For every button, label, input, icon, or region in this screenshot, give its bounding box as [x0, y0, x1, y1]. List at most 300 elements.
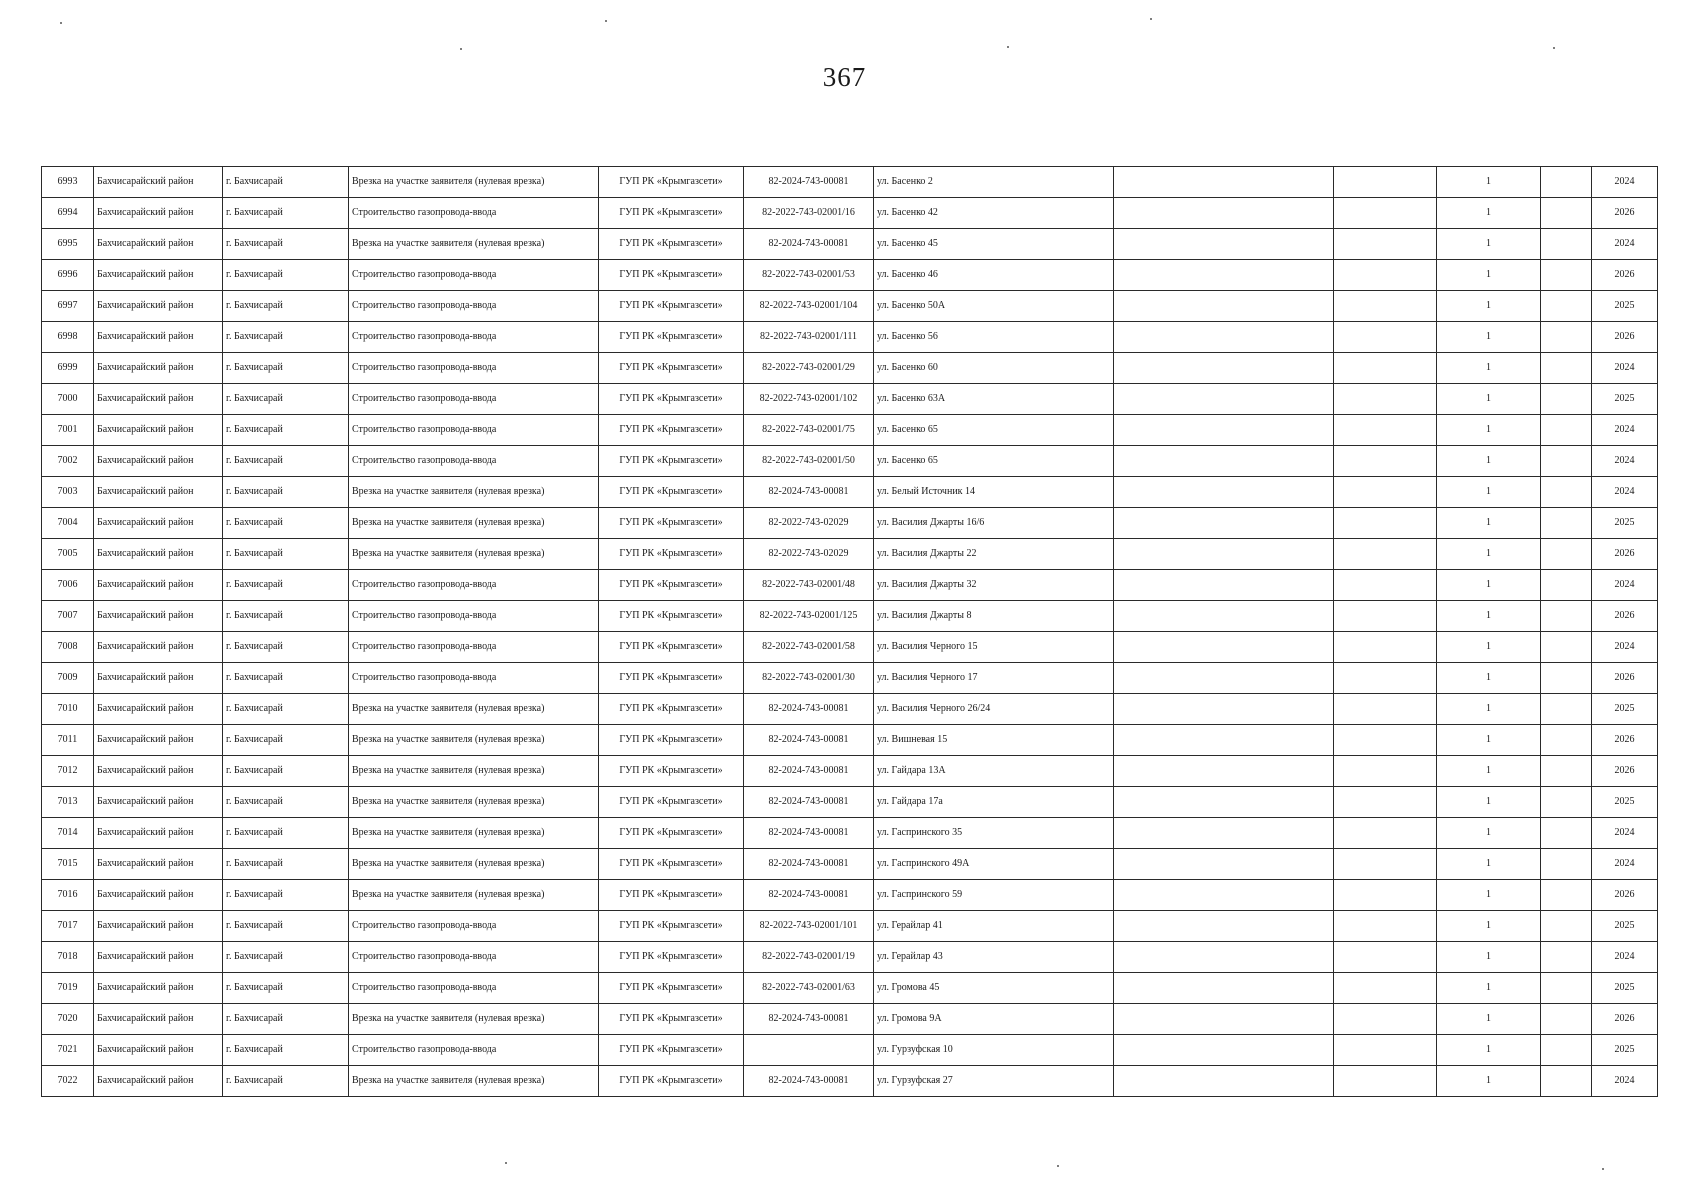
district-cell: Бахчисарайский район: [94, 632, 223, 663]
document-code-cell: 82-2024-743-00081: [744, 756, 874, 787]
year-cell: 2024: [1592, 942, 1658, 973]
organization-cell: ГУП РК «Крымгазсети»: [599, 880, 744, 911]
work-type-cell: Строительство газопровода-ввода: [349, 663, 599, 694]
quantity-cell: 1: [1437, 415, 1541, 446]
city-cell: г. Бахчисарай: [223, 260, 349, 291]
empty-cell: [1334, 322, 1437, 353]
district-cell: Бахчисарайский район: [94, 1004, 223, 1035]
year-cell: 2024: [1592, 818, 1658, 849]
row-number-cell: 7016: [42, 880, 94, 911]
empty-cell: [1334, 1035, 1437, 1066]
empty-cell: [1114, 632, 1334, 663]
row-number-cell: 6999: [42, 353, 94, 384]
city-cell: г. Бахчисарай: [223, 756, 349, 787]
year-cell: 2026: [1592, 1004, 1658, 1035]
city-cell: г. Бахчисарай: [223, 198, 349, 229]
work-type-cell: Строительство газопровода-ввода: [349, 198, 599, 229]
work-type-cell: Врезка на участке заявителя (нулевая врезка): [349, 1004, 599, 1035]
address-cell: ул. Гаспринского 49А: [874, 849, 1114, 880]
organization-cell: ГУП РК «Крымгазсети»: [599, 570, 744, 601]
district-cell: Бахчисарайский район: [94, 663, 223, 694]
organization-cell: ГУП РК «Крымгазсети»: [599, 632, 744, 663]
empty-cell: [1541, 322, 1592, 353]
organization-cell: ГУП РК «Крымгазсети»: [599, 508, 744, 539]
scan-speck: [1553, 47, 1555, 49]
year-cell: 2024: [1592, 415, 1658, 446]
year-cell: 2024: [1592, 632, 1658, 663]
year-cell: 2026: [1592, 260, 1658, 291]
city-cell: г. Бахчисарай: [223, 415, 349, 446]
empty-cell: [1541, 353, 1592, 384]
row-number-cell: 7017: [42, 911, 94, 942]
empty-cell: [1334, 229, 1437, 260]
quantity-cell: 1: [1437, 1035, 1541, 1066]
empty-cell: [1114, 384, 1334, 415]
table-row: [42, 229, 1658, 260]
empty-cell: [1334, 260, 1437, 291]
empty-cell: [1114, 911, 1334, 942]
quantity-cell: 1: [1437, 291, 1541, 322]
work-type-cell: Врезка на участке заявителя (нулевая врезка): [349, 880, 599, 911]
year-cell: 2026: [1592, 756, 1658, 787]
row-number-cell: 7007: [42, 601, 94, 632]
empty-cell: [1334, 725, 1437, 756]
page-number: 367: [822, 62, 867, 92]
address-cell: ул. Василия Джарты 32: [874, 570, 1114, 601]
empty-cell: [1334, 973, 1437, 1004]
district-cell: Бахчисарайский район: [94, 353, 223, 384]
organization-cell: ГУП РК «Крымгазсети»: [599, 353, 744, 384]
document-code-cell: 82-2022-743-02001/48: [744, 570, 874, 601]
empty-cell: [1114, 539, 1334, 570]
city-cell: г. Бахчисарай: [223, 446, 349, 477]
empty-cell: [1114, 787, 1334, 818]
city-cell: г. Бахчисарай: [223, 322, 349, 353]
document-code-cell: 82-2022-743-02001/102: [744, 384, 874, 415]
empty-cell: [1114, 322, 1334, 353]
row-number-cell: 7021: [42, 1035, 94, 1066]
quantity-cell: 1: [1437, 849, 1541, 880]
row-number-cell: 7018: [42, 942, 94, 973]
empty-cell: [1541, 229, 1592, 260]
district-cell: Бахчисарайский район: [94, 446, 223, 477]
empty-cell: [1114, 229, 1334, 260]
quantity-cell: 1: [1437, 663, 1541, 694]
row-number-cell: 7015: [42, 849, 94, 880]
empty-cell: [1334, 663, 1437, 694]
table-row: [42, 322, 1658, 353]
city-cell: г. Бахчисарай: [223, 880, 349, 911]
table-row: [42, 291, 1658, 322]
gasification-table: [41, 166, 1658, 1097]
table-row: [42, 725, 1658, 756]
work-type-cell: Врезка на участке заявителя (нулевая врезка): [349, 167, 599, 198]
quantity-cell: 1: [1437, 1066, 1541, 1097]
district-cell: Бахчисарайский район: [94, 601, 223, 632]
organization-cell: ГУП РК «Крымгазсети»: [599, 663, 744, 694]
organization-cell: ГУП РК «Крымгазсети»: [599, 415, 744, 446]
city-cell: г. Бахчисарай: [223, 942, 349, 973]
work-type-cell: Строительство газопровода-ввода: [349, 942, 599, 973]
empty-cell: [1334, 601, 1437, 632]
city-cell: г. Бахчисарай: [223, 1004, 349, 1035]
city-cell: г. Бахчисарай: [223, 353, 349, 384]
table-row: [42, 694, 1658, 725]
row-number-cell: 7012: [42, 756, 94, 787]
scan-speck: [1602, 1168, 1604, 1170]
work-type-cell: Строительство газопровода-ввода: [349, 415, 599, 446]
document-code-cell: 82-2024-743-00081: [744, 725, 874, 756]
address-cell: ул. Вишневая 15: [874, 725, 1114, 756]
empty-cell: [1334, 446, 1437, 477]
empty-cell: [1334, 570, 1437, 601]
document-code-cell: 82-2022-743-02001/111: [744, 322, 874, 353]
address-cell: ул. Басенко 63А: [874, 384, 1114, 415]
organization-cell: ГУП РК «Крымгазсети»: [599, 601, 744, 632]
year-cell: 2026: [1592, 880, 1658, 911]
empty-cell: [1541, 911, 1592, 942]
empty-cell: [1114, 663, 1334, 694]
empty-cell: [1114, 167, 1334, 198]
city-cell: г. Бахчисарай: [223, 632, 349, 663]
scan-speck: [60, 22, 62, 24]
document-code-cell: 82-2022-743-02001/29: [744, 353, 874, 384]
empty-cell: [1541, 415, 1592, 446]
organization-cell: ГУП РК «Крымгазсети»: [599, 942, 744, 973]
district-cell: Бахчисарайский район: [94, 570, 223, 601]
quantity-cell: 1: [1437, 911, 1541, 942]
document-code-cell: 82-2022-743-02001/50: [744, 446, 874, 477]
table-row: [42, 849, 1658, 880]
year-cell: 2025: [1592, 787, 1658, 818]
empty-cell: [1541, 632, 1592, 663]
row-number-cell: 7005: [42, 539, 94, 570]
organization-cell: ГУП РК «Крымгазсети»: [599, 1035, 744, 1066]
city-cell: г. Бахчисарай: [223, 229, 349, 260]
district-cell: Бахчисарайский район: [94, 384, 223, 415]
table-row: [42, 353, 1658, 384]
work-type-cell: Строительство газопровода-ввода: [349, 911, 599, 942]
document-code-cell: 82-2024-743-00081: [744, 694, 874, 725]
organization-cell: ГУП РК «Крымгазсети»: [599, 229, 744, 260]
quantity-cell: 1: [1437, 353, 1541, 384]
empty-cell: [1541, 942, 1592, 973]
district-cell: Бахчисарайский район: [94, 322, 223, 353]
organization-cell: ГУП РК «Крымгазсети»: [599, 384, 744, 415]
row-number-cell: 6997: [42, 291, 94, 322]
city-cell: г. Бахчисарай: [223, 663, 349, 694]
work-type-cell: Врезка на участке заявителя (нулевая врезка): [349, 756, 599, 787]
document-code-cell: 82-2024-743-00081: [744, 477, 874, 508]
district-cell: Бахчисарайский район: [94, 694, 223, 725]
document-code-cell: 82-2022-743-02029: [744, 539, 874, 570]
table-row: [42, 260, 1658, 291]
organization-cell: ГУП РК «Крымгазсети»: [599, 818, 744, 849]
work-type-cell: Строительство газопровода-ввода: [349, 973, 599, 1004]
address-cell: ул. Василия Джарты 16/6: [874, 508, 1114, 539]
table-row: [42, 167, 1658, 198]
empty-cell: [1114, 849, 1334, 880]
district-cell: Бахчисарайский район: [94, 260, 223, 291]
organization-cell: ГУП РК «Крымгазсети»: [599, 787, 744, 818]
empty-cell: [1334, 942, 1437, 973]
organization-cell: ГУП РК «Крымгазсети»: [599, 477, 744, 508]
empty-cell: [1334, 880, 1437, 911]
work-type-cell: Строительство газопровода-ввода: [349, 570, 599, 601]
quantity-cell: 1: [1437, 477, 1541, 508]
document-code-cell: 82-2022-743-02001/53: [744, 260, 874, 291]
year-cell: 2025: [1592, 694, 1658, 725]
city-cell: г. Бахчисарай: [223, 508, 349, 539]
empty-cell: [1114, 1035, 1334, 1066]
address-cell: ул. Василия Джарты 22: [874, 539, 1114, 570]
year-cell: 2025: [1592, 1035, 1658, 1066]
year-cell: 2025: [1592, 911, 1658, 942]
address-cell: ул. Гайдара 17а: [874, 787, 1114, 818]
year-cell: 2025: [1592, 384, 1658, 415]
address-cell: ул. Белый Источник 14: [874, 477, 1114, 508]
table-row: [42, 539, 1658, 570]
empty-cell: [1334, 198, 1437, 229]
empty-cell: [1114, 725, 1334, 756]
district-cell: Бахчисарайский район: [94, 973, 223, 1004]
organization-cell: ГУП РК «Крымгазсети»: [599, 725, 744, 756]
city-cell: г. Бахчисарай: [223, 1066, 349, 1097]
district-cell: Бахчисарайский район: [94, 539, 223, 570]
district-cell: Бахчисарайский район: [94, 942, 223, 973]
district-cell: Бахчисарайский район: [94, 756, 223, 787]
table-row: [42, 415, 1658, 446]
document-code-cell: 82-2022-743-02001/101: [744, 911, 874, 942]
year-cell: 2024: [1592, 477, 1658, 508]
address-cell: ул. Гайдара 13А: [874, 756, 1114, 787]
organization-cell: ГУП РК «Крымгазсети»: [599, 539, 744, 570]
quantity-cell: 1: [1437, 539, 1541, 570]
year-cell: 2024: [1592, 849, 1658, 880]
row-number-cell: 7020: [42, 1004, 94, 1035]
empty-cell: [1541, 663, 1592, 694]
empty-cell: [1114, 1066, 1334, 1097]
address-cell: ул. Басенко 42: [874, 198, 1114, 229]
document-code-cell: 82-2024-743-00081: [744, 818, 874, 849]
empty-cell: [1114, 601, 1334, 632]
city-cell: г. Бахчисарай: [223, 384, 349, 415]
organization-cell: ГУП РК «Крымгазсети»: [599, 1004, 744, 1035]
empty-cell: [1541, 508, 1592, 539]
document-code-cell: 82-2024-743-00081: [744, 1066, 874, 1097]
quantity-cell: 1: [1437, 787, 1541, 818]
organization-cell: ГУП РК «Крымгазсети»: [599, 198, 744, 229]
empty-cell: [1114, 570, 1334, 601]
empty-cell: [1334, 291, 1437, 322]
quantity-cell: 1: [1437, 570, 1541, 601]
empty-cell: [1114, 694, 1334, 725]
quantity-cell: 1: [1437, 601, 1541, 632]
year-cell: 2025: [1592, 291, 1658, 322]
quantity-cell: 1: [1437, 167, 1541, 198]
district-cell: Бахчисарайский район: [94, 477, 223, 508]
district-cell: Бахчисарайский район: [94, 508, 223, 539]
quantity-cell: 1: [1437, 1004, 1541, 1035]
table-row: [42, 570, 1658, 601]
address-cell: ул. Басенко 65: [874, 446, 1114, 477]
table-row: [42, 880, 1658, 911]
address-cell: ул. Гаспринского 59: [874, 880, 1114, 911]
work-type-cell: Врезка на участке заявителя (нулевая врезка): [349, 477, 599, 508]
work-type-cell: Врезка на участке заявителя (нулевая врезка): [349, 787, 599, 818]
scan-speck: [1150, 18, 1152, 20]
organization-cell: ГУП РК «Крымгазсети»: [599, 446, 744, 477]
organization-cell: ГУП РК «Крымгазсети»: [599, 167, 744, 198]
empty-cell: [1334, 911, 1437, 942]
work-type-cell: Строительство газопровода-ввода: [349, 601, 599, 632]
document-code-cell: 82-2022-743-02001/125: [744, 601, 874, 632]
empty-cell: [1334, 353, 1437, 384]
quantity-cell: 1: [1437, 446, 1541, 477]
empty-cell: [1114, 260, 1334, 291]
document-code-cell: 82-2022-743-02001/63: [744, 973, 874, 1004]
quantity-cell: 1: [1437, 229, 1541, 260]
table-row: [42, 477, 1658, 508]
empty-cell: [1114, 818, 1334, 849]
city-cell: г. Бахчисарай: [223, 849, 349, 880]
table-row: [42, 508, 1658, 539]
empty-cell: [1541, 818, 1592, 849]
district-cell: Бахчисарайский район: [94, 787, 223, 818]
work-type-cell: Строительство газопровода-ввода: [349, 260, 599, 291]
district-cell: Бахчисарайский район: [94, 1035, 223, 1066]
quantity-cell: 1: [1437, 942, 1541, 973]
row-number-cell: 6993: [42, 167, 94, 198]
empty-cell: [1541, 384, 1592, 415]
empty-cell: [1114, 756, 1334, 787]
address-cell: ул. Басенко 56: [874, 322, 1114, 353]
work-type-cell: Врезка на участке заявителя (нулевая врезка): [349, 818, 599, 849]
empty-cell: [1334, 694, 1437, 725]
empty-cell: [1114, 942, 1334, 973]
year-cell: 2025: [1592, 508, 1658, 539]
year-cell: 2024: [1592, 167, 1658, 198]
quantity-cell: 1: [1437, 322, 1541, 353]
district-cell: Бахчисарайский район: [94, 725, 223, 756]
row-number-cell: 7002: [42, 446, 94, 477]
quantity-cell: 1: [1437, 756, 1541, 787]
city-cell: г. Бахчисарай: [223, 973, 349, 1004]
empty-cell: [1541, 198, 1592, 229]
city-cell: г. Бахчисарай: [223, 167, 349, 198]
table-row: [42, 446, 1658, 477]
row-number-cell: 7001: [42, 415, 94, 446]
empty-cell: [1334, 384, 1437, 415]
work-type-cell: Строительство газопровода-ввода: [349, 322, 599, 353]
row-number-cell: 7004: [42, 508, 94, 539]
year-cell: 2026: [1592, 539, 1658, 570]
district-cell: Бахчисарайский район: [94, 291, 223, 322]
document-code-cell: 82-2024-743-00081: [744, 167, 874, 198]
city-cell: г. Бахчисарай: [223, 539, 349, 570]
address-cell: ул. Громова 9А: [874, 1004, 1114, 1035]
quantity-cell: 1: [1437, 818, 1541, 849]
document-code-cell: 82-2024-743-00081: [744, 849, 874, 880]
address-cell: ул. Гаспринского 35: [874, 818, 1114, 849]
address-cell: ул. Герайлар 41: [874, 911, 1114, 942]
quantity-cell: 1: [1437, 725, 1541, 756]
table-row: [42, 1066, 1658, 1097]
empty-cell: [1541, 756, 1592, 787]
year-cell: 2024: [1592, 446, 1658, 477]
empty-cell: [1114, 880, 1334, 911]
row-number-cell: 7009: [42, 663, 94, 694]
table-row: [42, 787, 1658, 818]
work-type-cell: Врезка на участке заявителя (нулевая врезка): [349, 725, 599, 756]
empty-cell: [1334, 849, 1437, 880]
address-cell: ул. Герайлар 43: [874, 942, 1114, 973]
scan-speck: [605, 20, 607, 22]
year-cell: 2026: [1592, 322, 1658, 353]
empty-cell: [1541, 539, 1592, 570]
empty-cell: [1114, 353, 1334, 384]
row-number-cell: 7022: [42, 1066, 94, 1097]
table-row: [42, 756, 1658, 787]
work-type-cell: Врезка на участке заявителя (нулевая врезка): [349, 694, 599, 725]
empty-cell: [1114, 291, 1334, 322]
address-cell: ул. Василия Черного 26/24: [874, 694, 1114, 725]
empty-cell: [1334, 818, 1437, 849]
organization-cell: ГУП РК «Крымгазсети»: [599, 694, 744, 725]
quantity-cell: 1: [1437, 198, 1541, 229]
empty-cell: [1541, 694, 1592, 725]
empty-cell: [1541, 570, 1592, 601]
district-cell: Бахчисарайский район: [94, 818, 223, 849]
work-type-cell: Строительство газопровода-ввода: [349, 632, 599, 663]
table-row: [42, 384, 1658, 415]
empty-cell: [1114, 508, 1334, 539]
district-cell: Бахчисарайский район: [94, 880, 223, 911]
row-number-cell: 7003: [42, 477, 94, 508]
organization-cell: ГУП РК «Крымгазсети»: [599, 849, 744, 880]
organization-cell: ГУП РК «Крымгазсети»: [599, 322, 744, 353]
empty-cell: [1114, 477, 1334, 508]
year-cell: 2025: [1592, 973, 1658, 1004]
quantity-cell: 1: [1437, 260, 1541, 291]
row-number-cell: 7019: [42, 973, 94, 1004]
work-type-cell: Врезка на участке заявителя (нулевая врезка): [349, 508, 599, 539]
work-type-cell: Строительство газопровода-ввода: [349, 291, 599, 322]
empty-cell: [1334, 415, 1437, 446]
document-code-cell: 82-2022-743-02001/30: [744, 663, 874, 694]
table-row: [42, 198, 1658, 229]
empty-cell: [1334, 787, 1437, 818]
organization-cell: ГУП РК «Крымгазсети»: [599, 1066, 744, 1097]
year-cell: 2026: [1592, 601, 1658, 632]
organization-cell: ГУП РК «Крымгазсети»: [599, 756, 744, 787]
city-cell: г. Бахчисарай: [223, 477, 349, 508]
empty-cell: [1334, 167, 1437, 198]
table-row: [42, 663, 1658, 694]
empty-cell: [1334, 477, 1437, 508]
empty-cell: [1541, 477, 1592, 508]
scan-speck: [505, 1162, 507, 1164]
work-type-cell: Врезка на участке заявителя (нулевая врезка): [349, 229, 599, 260]
row-number-cell: 6998: [42, 322, 94, 353]
district-cell: Бахчисарайский район: [94, 911, 223, 942]
year-cell: 2024: [1592, 229, 1658, 260]
quantity-cell: 1: [1437, 694, 1541, 725]
city-cell: г. Бахчисарай: [223, 291, 349, 322]
table-row: [42, 601, 1658, 632]
empty-cell: [1541, 849, 1592, 880]
district-cell: Бахчисарайский район: [94, 167, 223, 198]
